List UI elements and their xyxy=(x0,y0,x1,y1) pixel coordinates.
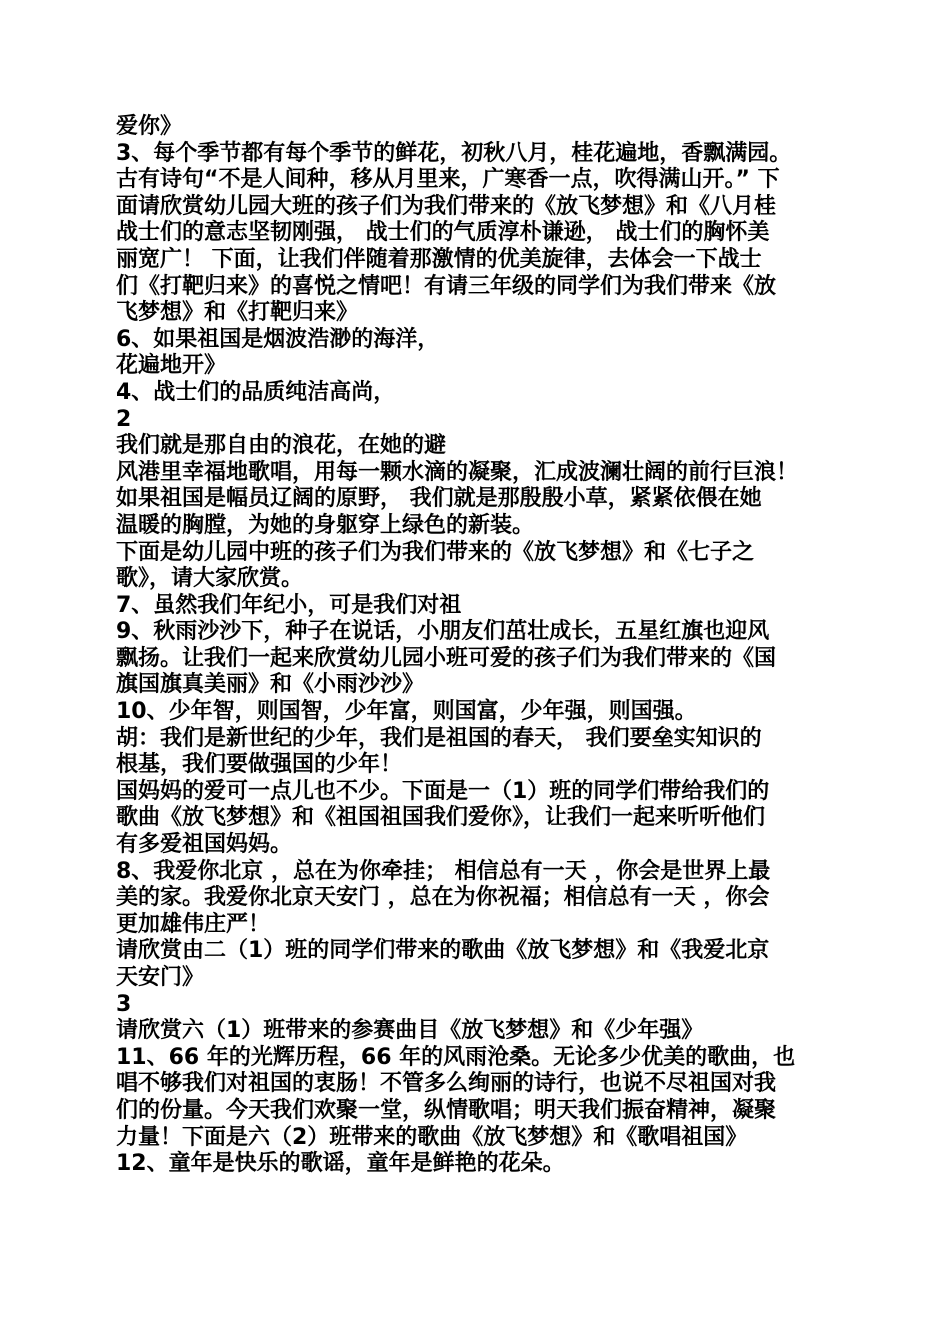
text-line: 飘扬。让我们一起来欣赏幼儿园小班可爱的孩子们为我们带来的《国 xyxy=(116,645,777,671)
text-line: 8、我爱你北京 ，总在为你牵挂； 相信总有一天 ，你会是世界上最 xyxy=(116,858,771,884)
page-number: 2 xyxy=(116,406,132,432)
text-line: 请欣赏由二（1）班的同学们带来的歌曲《放飞梦想》和《我爱北京 xyxy=(116,938,770,964)
text-line: 4、战士们的品质纯洁高尚， xyxy=(116,379,396,405)
text-line: 11、66 年的光辉历程，66 年的风雨沧桑。无论多少优美的歌曲，也 xyxy=(116,1044,796,1070)
text-line: 旗国旗真美丽》和《小雨沙沙》 xyxy=(116,672,425,698)
text-line: 爱你》 xyxy=(116,114,183,139)
text-line: 歌曲《放飞梦想》和《祖国祖国我们爱你》，让我们一起来听听他们 xyxy=(116,805,766,831)
text-line: 风港里幸福地歌唱，用每一颗水滴的凝聚，汇成波澜壮阔的前行巨浪！ xyxy=(116,459,799,485)
text-line: 国妈妈的爱可一点儿也不少。下面是一（1）班的同学们带给我们的 xyxy=(116,778,770,804)
text-line: 面请欣赏幼儿园大班的孩子们为我们带来的《放飞梦想》和《八月桂 xyxy=(116,193,777,219)
text-line: 美的家。我爱你北京天安门 ，总在为你祝福；相信总有一天 ，你会 xyxy=(116,885,770,911)
body-text xyxy=(116,114,846,1178)
text-line: 根基，我们要做强国的少年！ xyxy=(116,752,403,778)
text-line: 请欣赏六（1）班带来的参赛曲目《放飞梦想》和《少年强》 xyxy=(116,1018,704,1044)
text-line: 10、少年智，则国智，少年富，则国富，少年强，则国强。 xyxy=(116,699,697,725)
text-line: 12、童年是快乐的歌谣，童年是鲜艳的花朵。 xyxy=(116,1151,565,1177)
text-line: 们《打靶归来》的喜悦之情吧！有请三年级的同学们为我们带来《放 xyxy=(116,273,777,299)
text-line: 力量！下面是六（2）班带来的歌曲《放飞梦想》和《歌唱祖国》 xyxy=(116,1124,748,1150)
text-line: 3、每个季节都有每个季节的鲜花，初秋八月，桂花遍地，香飘满园。 xyxy=(116,140,792,166)
text-line: 们的份量。今天我们欢聚一堂，纵情歌唱；明天我们振奋精神，凝聚 xyxy=(116,1097,777,1123)
text-line: 下面是幼儿园中班的孩子们为我们带来的《放飞梦想》和《七子之 xyxy=(116,539,755,565)
text-line: 有多爱祖国妈妈。 xyxy=(116,832,293,858)
text-line: 歌》，请大家欣赏。 xyxy=(116,566,304,592)
text-line: 战士们的意志坚韧刚强， 战士们的气质淳朴谦逊， 战士们的胸怀美 xyxy=(116,220,770,246)
text-line: 飞梦想》和《打靶归来》 xyxy=(116,300,359,326)
page-number: 3 xyxy=(116,991,132,1017)
text-line: 丽宽广！ 下面，让我们伴随着那激情的优美旋律，去体会一下战士 xyxy=(116,246,762,272)
text-line: 唱不够我们对祖国的衷肠！不管多么绚丽的诗行，也说不尽祖国对我 xyxy=(116,1071,777,1097)
text-line: 天安门》 xyxy=(116,965,205,990)
text-line: 古有诗句“不是人间种，移从月里来，广寒香一点，吹得满山开。” 下 xyxy=(116,167,780,193)
text-line: 6、如果祖国是烟波浩渺的海洋， xyxy=(116,326,440,352)
text-line: 花遍地开》 xyxy=(116,353,227,379)
text-line: 9、秋雨沙沙下，种子在说话，小朋友们茁壮成长，五星红旗也迎风 xyxy=(116,619,770,645)
text-line: 更加雄伟庄严！ xyxy=(116,911,271,937)
text-line: 我们就是那自由的浪花，在她的避 xyxy=(116,433,447,459)
text-line: 温暖的胸膛，为她的身躯穿上绿色的新装。 xyxy=(116,512,535,538)
text-line: 胡：我们是新世纪的少年，我们是祖国的春天， 我们要垒实知识的 xyxy=(116,725,762,751)
text-line: 如果祖国是幅员辽阔的原野， 我们就是那殷殷小草，紧紧依偎在她 xyxy=(116,486,762,512)
text-line: 7、虽然我们年纪小，可是我们对祖 xyxy=(116,592,462,618)
